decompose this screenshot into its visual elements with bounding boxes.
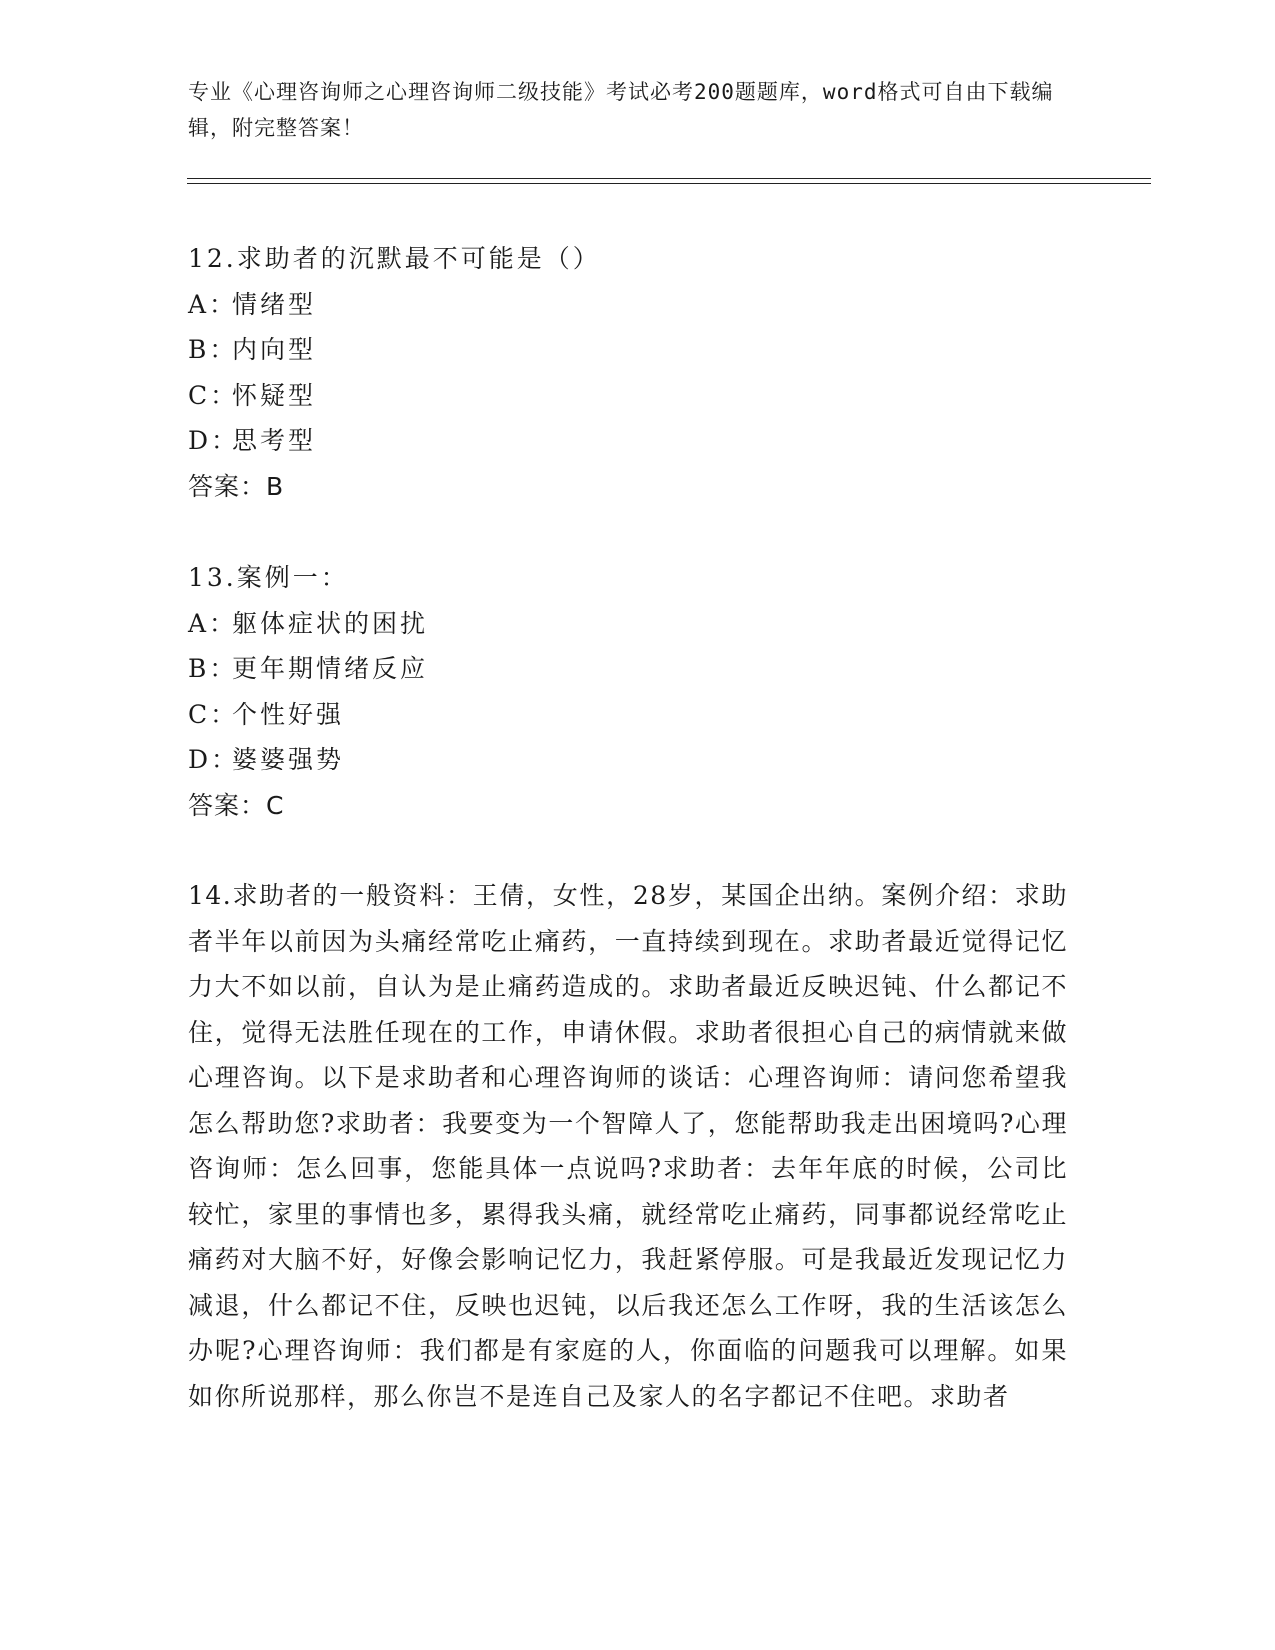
- option-key: C：: [188, 699, 239, 729]
- question-stem: 14.求助者的一般资料：王倩，女性，28岁，某国企出纳。案例介绍：求助者半年以前因为头痛经常吃止痛药，一直持续到现在。求助者最近觉得记忆力大不如以前，自认为是止痛药造成的。求助者最近反映迟钝、什么都记不住，觉得无法胜任现在的工作，申请休假。求助者很担心自己的病情就来做心理咨询。以下是求助者和心理咨询师的谈话：心理咨询师：请问您希望我怎么帮助您?求助者：我要变为一个智障人了，您能帮助我走出困境吗?心理咨询师：怎么回事，您能具体一点说吗?求助者：去年年底的时候，公司比较忙，家里的事情也多，累得我头痛，就经常吃止痛药，同事都说经常吃止痛药对大脑不好，好像会影响记忆力，我赶紧停服。可是我最近发现记忆力减退，什么都记不住，反映也迟钝，以后我还怎么工作呀，我的生活该怎么办呢?心理咨询师：我们都是有家庭的人，你面临的问题我可以理解。如果如你所说那样，那么你岂不是连自己及家人的名字都记不住吧。求助者: [188, 881, 1068, 1411]
- option-b: [188, 327, 1078, 373]
- question-stem: 12.求助者的沉默最不可能是（）: [188, 244, 601, 273]
- question-13: [188, 555, 1078, 828]
- option-key: B：: [188, 654, 238, 683]
- option-key: B：: [188, 335, 238, 364]
- option-a: [188, 282, 1078, 328]
- option-text: 思考型: [232, 426, 317, 455]
- option-key: D：: [188, 745, 240, 774]
- option-text: 更年期情绪反应: [232, 654, 429, 683]
- option-text: 怀疑型: [232, 380, 317, 410]
- option-text: 情绪型: [232, 289, 317, 319]
- answer-line: 答案：B: [188, 471, 285, 501]
- option-key: A：: [188, 608, 238, 638]
- question-stem: 13.案例一：: [188, 563, 349, 592]
- answer-line: 答案：C: [188, 790, 285, 820]
- question-14: [188, 873, 1078, 1419]
- option-text: 婆婆强势: [232, 745, 345, 774]
- option-text: 内向型: [232, 335, 317, 364]
- option-b: [188, 646, 1078, 692]
- option-key: A：: [188, 289, 238, 319]
- document-header: 专业《心理咨询师之心理咨询师二级技能》考试必考200题题库，word格式可自由下载编辑，附完整答案！: [188, 80, 1054, 140]
- header-divider-bottom: [187, 183, 1151, 184]
- option-text: 个性好强: [232, 699, 345, 729]
- option-d: [188, 737, 1078, 783]
- header-divider-top: [187, 178, 1151, 179]
- option-a: [188, 601, 1078, 647]
- option-key: C：: [188, 380, 239, 410]
- question-12: [188, 236, 1078, 509]
- option-text: 躯体症状的困扰: [232, 608, 429, 638]
- option-c: [188, 373, 1078, 419]
- option-c: [188, 692, 1078, 738]
- option-d: [188, 418, 1078, 464]
- option-key: D：: [188, 426, 240, 455]
